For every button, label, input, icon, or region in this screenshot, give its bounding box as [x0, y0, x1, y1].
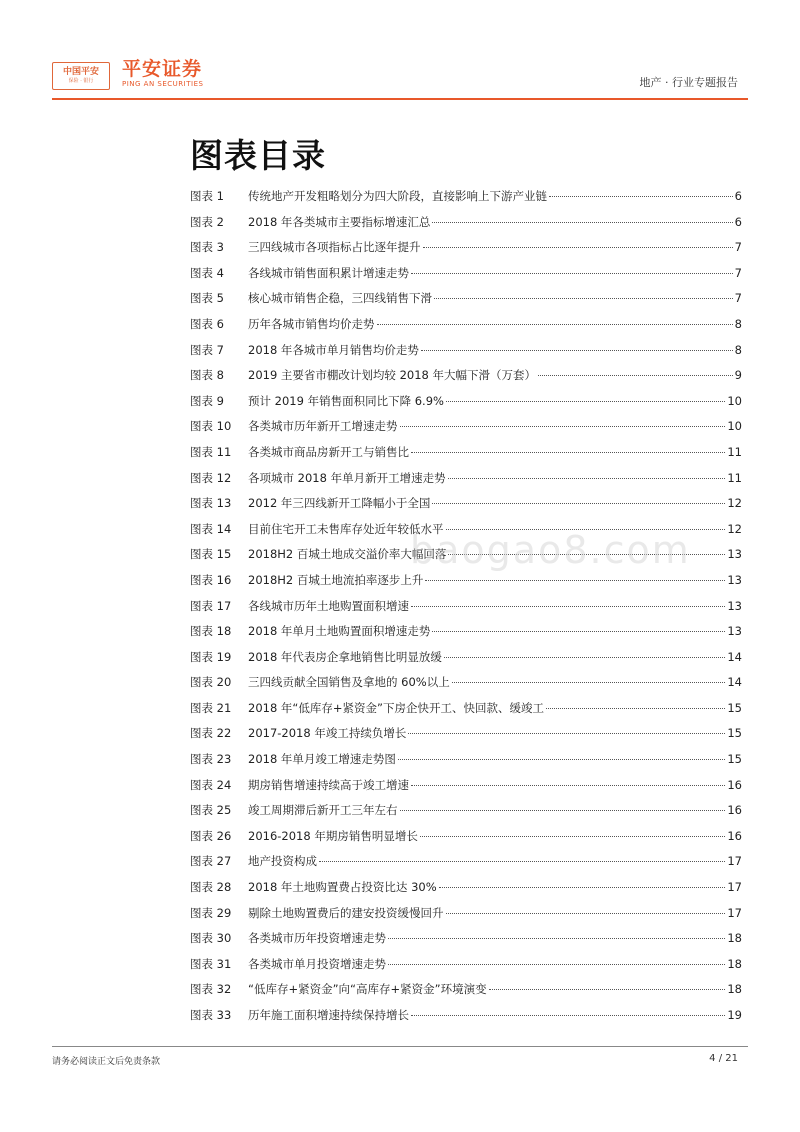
toc-entry-page: 6 — [734, 189, 742, 203]
toc-entry-title: 2018 年单月竣工增速走势图 — [248, 752, 396, 767]
toc-entry-page: 8 — [734, 342, 742, 357]
toc-leader-dots — [489, 989, 726, 990]
toc-entry-label: 图表 13 — [190, 496, 232, 511]
toc-entry-label: 图表 28 — [190, 880, 232, 895]
toc-entry-title: 各类城市商品房新开工与销售比 — [248, 444, 409, 459]
toc-entry-page: 10 — [727, 419, 742, 434]
toc-entry-page: 13 — [727, 624, 742, 639]
toc-entry-page: 6 — [734, 214, 742, 229]
toc-entry-title: 2017-2018 年竣工持续负增长 — [248, 726, 407, 741]
toc-entry[interactable] — [190, 956, 742, 982]
toc-entry-title: 地产投资构成 — [248, 854, 317, 869]
toc-entry[interactable] — [190, 674, 742, 700]
toc-entry[interactable] — [190, 572, 742, 598]
toc-entry-title: 2018 年单月土地购置面积增速走势 — [248, 624, 431, 639]
logo-sub-text: 保险 · 银行 — [68, 78, 94, 84]
toc-entry-title: 2018 年各城市单月销售均价走势 — [248, 342, 419, 357]
toc-entry-page: 16 — [727, 828, 742, 843]
toc-entry-title: 各类城市历年投资增速走势 — [248, 931, 386, 946]
toc-entry-page: 17 — [727, 880, 742, 895]
toc-entry-label: 图表 21 — [190, 700, 232, 715]
toc-entry-title: 各类城市历年新开工增速走势 — [248, 419, 398, 434]
toc-entry[interactable] — [190, 879, 742, 905]
toc-entry-label: 图表 20 — [190, 675, 232, 690]
toc-entry-page: 18 — [727, 982, 742, 997]
toc-leader-dots — [452, 682, 726, 683]
toc-entry-page: 13 — [727, 572, 742, 587]
toc-entry-page: 7 — [734, 240, 742, 255]
disclaimer: 请务必阅读正文后免责条款 — [52, 1057, 161, 1067]
toc-entry-label: 图表 5 — [190, 291, 224, 306]
toc-entry-label: 图表 29 — [190, 905, 232, 920]
toc-entry-label: 图表 6 — [190, 316, 224, 331]
toc-entry-label: 图表 16 — [190, 572, 232, 587]
toc-entry-title: 三四线城市各项指标占比逐年提升 — [248, 240, 421, 255]
toc-leader-dots — [432, 503, 725, 504]
toc-entry[interactable] — [190, 700, 742, 726]
toc-entry-page: 9 — [734, 368, 742, 383]
toc-leader-dots — [421, 350, 733, 351]
toc-entry-title: 三四线贡献全国销售及拿地的 60%以上 — [248, 675, 450, 690]
toc-entry[interactable] — [190, 495, 742, 521]
toc-leader-dots — [400, 810, 726, 811]
toc-entry-label: 图表 23 — [190, 752, 232, 767]
toc-entry-label: 图表 4 — [190, 265, 224, 280]
toc-leader-dots — [448, 478, 726, 479]
toc-entry-title: 各类城市单月投资增速走势 — [248, 956, 386, 971]
toc-entry-page: 11 — [727, 470, 742, 485]
toc-leader-dots — [398, 759, 725, 760]
toc-entry-label: 图表 1 — [190, 189, 224, 203]
toc-entry-title: 2018H2 百城土地成交溢价率大幅回落 — [248, 547, 447, 562]
toc-entry-page: 13 — [727, 598, 742, 613]
toc-entry-title: 核心城市销售企稳，三四线销售下滑 — [248, 291, 432, 306]
toc-entry[interactable] — [190, 725, 742, 751]
toc-leader-dots — [408, 733, 725, 734]
page-header — [0, 0, 800, 100]
logo-cn-text: 中国平安 — [62, 67, 99, 77]
toc-entry-title: 传统地产开发粗略划分为四大阶段，直接影响上下游产业链 — [248, 189, 547, 203]
toc-leader-dots — [420, 836, 726, 837]
toc-entry-label: 图表 30 — [190, 931, 232, 946]
toc-entry[interactable] — [190, 905, 742, 931]
toc-entry-page: 17 — [727, 905, 742, 920]
toc-leader-dots — [411, 606, 725, 607]
toc-entry-label: 图表 2 — [190, 214, 224, 229]
toc-leader-dots — [411, 1015, 725, 1016]
toc-leader-dots — [400, 426, 726, 427]
toc-entry-label: 图表 22 — [190, 726, 232, 741]
toc-entry-label: 图表 26 — [190, 828, 232, 843]
footer-divider — [52, 1046, 748, 1047]
toc-entry-title: “低库存+紧资金”向“高库存+紧资金”环境演变 — [248, 982, 487, 997]
toc-leader-dots — [423, 247, 733, 248]
toc-entry-label: 图表 24 — [190, 777, 232, 792]
toc-entry-label: 图表 14 — [190, 521, 232, 536]
toc-leader-dots — [411, 452, 725, 453]
page-number: 4 / 21 — [709, 1053, 738, 1064]
toc-entry[interactable] — [190, 853, 742, 879]
toc-entry-title: 2018H2 百城土地流拍率逐步上升 — [248, 572, 424, 587]
toc-entry[interactable] — [190, 470, 742, 496]
toc-entry[interactable] — [190, 802, 742, 828]
toc-entry[interactable] — [190, 367, 742, 393]
toc-entry-title: 2016-2018 年期房销售明显增长 — [248, 828, 418, 843]
toc-entry-page: 18 — [727, 931, 742, 946]
toc-entry[interactable] — [190, 623, 742, 649]
toc-entry-label: 图表 33 — [190, 1008, 232, 1022]
toc-entry[interactable] — [190, 828, 742, 854]
toc-entry-label: 图表 12 — [190, 470, 232, 485]
toc-entry-label: 图表 11 — [190, 444, 232, 459]
toc-leader-dots — [425, 580, 725, 581]
toc-title: 图表目录 — [190, 136, 326, 175]
toc-entry-label: 图表 32 — [190, 982, 232, 997]
toc-entry-page: 19 — [727, 1008, 742, 1022]
toc-entry-page: 11 — [727, 444, 742, 459]
toc-entry[interactable] — [190, 214, 742, 240]
toc-entry-page: 14 — [727, 649, 742, 664]
toc-leader-dots — [439, 887, 726, 888]
toc-entry-title: 各线城市历年土地购置面积增速 — [248, 598, 409, 613]
toc-entry[interactable] — [190, 444, 742, 470]
toc-entry[interactable] — [190, 1007, 742, 1033]
toc-entry-page: 12 — [727, 521, 742, 536]
toc-leader-dots — [446, 913, 726, 914]
toc-entry-title: 2018 年“低库存+紧资金”下房企快开工、快回款、缓竣工 — [248, 700, 544, 715]
toc-entry-label: 图表 18 — [190, 624, 232, 639]
toc-leader-dots — [432, 222, 732, 223]
toc-entry-label: 图表 25 — [190, 803, 232, 818]
toc-entry[interactable] — [190, 930, 742, 956]
toc-entry-title: 历年施工面积增速持续保持增长 — [248, 1008, 409, 1022]
toc-entry-title: 2012 年三四线新开工降幅小于全国 — [248, 496, 431, 511]
toc-leader-dots — [434, 298, 733, 299]
toc-leader-dots — [432, 631, 725, 632]
toc-entry-label: 图表 31 — [190, 956, 232, 971]
toc-leader-dots — [549, 196, 733, 197]
toc-leader-dots — [411, 785, 725, 786]
toc-entry-title: 剔除土地购置费后的建安投资缓慢回升 — [248, 905, 444, 920]
toc-entry-label: 图表 9 — [190, 393, 224, 408]
toc-entry-title: 2018 年代表房企拿地销售比明显放缓 — [248, 649, 442, 664]
toc-entry-label: 图表 3 — [190, 240, 224, 255]
toc-entry[interactable] — [190, 239, 742, 265]
toc-entry-page: 7 — [734, 291, 742, 306]
toc-entry-label: 图表 19 — [190, 649, 232, 664]
toc-leader-dots — [388, 938, 725, 939]
toc-leader-dots — [444, 657, 725, 658]
toc-entry-label: 图表 10 — [190, 419, 232, 434]
toc-entry-title: 2018 年各类城市主要指标增速汇总 — [248, 214, 431, 229]
toc-entry-label: 图表 8 — [190, 368, 224, 383]
toc-entry-page: 13 — [727, 547, 742, 562]
toc-leader-dots — [538, 375, 733, 376]
toc-entry[interactable] — [190, 981, 742, 1007]
table-of-figures — [190, 188, 742, 1033]
brand-logo — [122, 58, 203, 89]
header-divider — [52, 98, 748, 100]
toc-entry[interactable] — [190, 393, 742, 419]
toc-entry-label: 图表 15 — [190, 547, 232, 562]
toc-entry-title: 各线城市销售面积累计增速走势 — [248, 265, 409, 280]
toc-entry-page: 8 — [734, 316, 742, 331]
toc-leader-dots — [319, 861, 725, 862]
toc-entry-page: 16 — [727, 777, 742, 792]
toc-entry[interactable] — [190, 777, 742, 803]
toc-leader-dots — [377, 324, 733, 325]
toc-entry-page: 10 — [727, 393, 742, 408]
toc-entry-page: 16 — [727, 803, 742, 818]
toc-entry[interactable] — [190, 342, 742, 368]
toc-entry-page: 14 — [727, 675, 742, 690]
toc-entry-page: 12 — [727, 496, 742, 511]
toc-entry-title: 竣工周期滞后新开工三年左右 — [248, 803, 398, 818]
toc-entry-label: 图表 27 — [190, 854, 232, 869]
toc-leader-dots — [411, 273, 733, 274]
toc-entry-label: 图表 17 — [190, 598, 232, 613]
toc-entry-page: 15 — [727, 752, 742, 767]
toc-entry-title: 2018 年土地购置费占投资比达 30% — [248, 880, 437, 895]
brand-name-en: PING AN SECURITIES — [122, 80, 204, 88]
toc-leader-dots — [388, 964, 725, 965]
toc-entry[interactable] — [190, 598, 742, 624]
toc-entry-page: 15 — [727, 700, 742, 715]
toc-entry[interactable] — [190, 751, 742, 777]
toc-entry[interactable] — [190, 290, 742, 316]
toc-entry-title: 预计 2019 年销售面积同比下降 6.9% — [248, 393, 444, 408]
toc-entry-title: 目前住宅开工未售库存处近年较低水平 — [248, 521, 444, 536]
toc-entry[interactable] — [190, 188, 742, 214]
toc-entry-page: 15 — [727, 726, 742, 741]
ping-an-group-logo — [52, 62, 110, 90]
toc-entry-page: 18 — [727, 956, 742, 971]
report-type: 地产 · 行业专题报告 — [639, 76, 738, 89]
toc-entry[interactable] — [190, 418, 742, 444]
toc-leader-dots — [546, 708, 725, 709]
toc-entry-title: 各项城市 2018 年单月新开工增速走势 — [248, 470, 446, 485]
toc-entry[interactable] — [190, 265, 742, 291]
watermark: baogao8.com — [410, 528, 691, 572]
toc-entry-page: 17 — [727, 854, 742, 869]
toc-entry-title: 期房销售增速持续高于竣工增速 — [248, 777, 409, 792]
toc-entry[interactable] — [190, 316, 742, 342]
brand-name-cn: 平安证券 — [122, 58, 203, 80]
toc-entry[interactable] — [190, 649, 742, 675]
toc-entry-page: 7 — [734, 265, 742, 280]
toc-leader-dots — [446, 401, 725, 402]
toc-entry-title: 2019 主要省市棚改计划均较 2018 年大幅下滑（万套） — [248, 368, 536, 383]
toc-entry-label: 图表 7 — [190, 342, 224, 357]
toc-entry-title: 历年各城市销售均价走势 — [248, 316, 375, 331]
